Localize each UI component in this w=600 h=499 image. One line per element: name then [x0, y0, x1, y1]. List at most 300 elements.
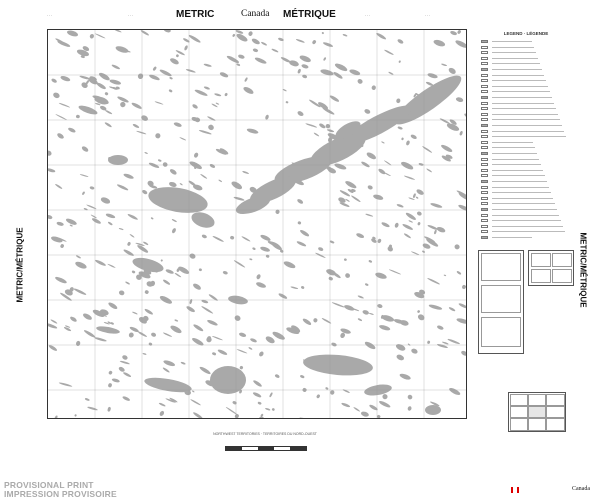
lake	[454, 39, 467, 49]
lake	[285, 101, 288, 104]
legend-text-line	[492, 181, 547, 182]
legend-symbol	[481, 79, 488, 82]
lake	[158, 402, 165, 407]
lake	[127, 213, 138, 221]
lake	[192, 411, 203, 419]
lake	[251, 37, 261, 45]
lake	[344, 258, 347, 261]
lake	[154, 132, 161, 139]
lake	[296, 198, 303, 205]
lake	[168, 181, 177, 188]
lake	[356, 232, 365, 239]
lake	[388, 71, 394, 75]
lake	[407, 343, 410, 346]
lake	[328, 276, 333, 281]
legend-text-line	[492, 108, 556, 109]
lake	[165, 269, 174, 275]
lake	[95, 33, 106, 39]
lake	[210, 366, 246, 394]
lake	[280, 56, 291, 63]
lake	[152, 66, 157, 71]
lake	[236, 349, 247, 354]
lake	[288, 59, 299, 67]
lake	[236, 63, 240, 67]
lake	[189, 253, 197, 260]
lake	[129, 234, 135, 238]
lake	[448, 67, 457, 76]
legend-symbol	[481, 152, 488, 155]
lake	[163, 332, 173, 338]
lake	[375, 271, 388, 280]
lake	[78, 104, 99, 116]
lake	[410, 134, 417, 140]
lake	[428, 304, 442, 311]
lake	[417, 310, 421, 314]
lake	[322, 106, 335, 115]
lake	[448, 306, 455, 312]
lake	[315, 252, 326, 258]
lake	[69, 224, 73, 227]
lake	[230, 235, 235, 239]
lake	[234, 314, 242, 322]
lake	[296, 240, 307, 247]
lake	[323, 41, 334, 47]
lake	[436, 325, 444, 331]
lake	[105, 213, 115, 219]
lake	[369, 312, 374, 315]
lake	[144, 308, 154, 316]
lake	[201, 305, 214, 314]
lake	[299, 54, 312, 63]
lake	[411, 251, 420, 256]
lake	[410, 348, 418, 355]
edition-left: · · ·	[128, 14, 134, 18]
lake	[332, 302, 345, 308]
legend-symbol	[481, 174, 488, 177]
lake	[405, 212, 417, 222]
lake	[466, 34, 467, 37]
legend-symbol	[481, 191, 488, 194]
lake	[265, 408, 271, 411]
lake	[169, 77, 173, 80]
lake	[169, 57, 180, 66]
lake	[271, 408, 275, 412]
lake	[278, 37, 284, 42]
lake	[341, 402, 351, 408]
lake	[456, 317, 467, 325]
lake	[131, 270, 135, 274]
lake	[188, 180, 197, 187]
lake	[119, 360, 130, 365]
lake	[318, 123, 326, 130]
lake	[464, 113, 467, 119]
lake	[80, 174, 89, 178]
legend-symbol	[481, 202, 488, 205]
lake	[233, 196, 245, 201]
lake	[367, 185, 373, 191]
lake	[283, 260, 296, 270]
lake	[271, 48, 279, 53]
legend-symbol	[481, 46, 488, 49]
lake	[458, 302, 467, 309]
lake	[297, 68, 301, 73]
legend-text-line	[492, 103, 554, 104]
legend-text-line	[492, 136, 566, 137]
lake	[69, 316, 77, 323]
lake	[55, 183, 63, 189]
metric-title-right: MÉTRIQUE	[283, 9, 336, 20]
canada-brand-mark: Canada	[572, 486, 590, 492]
lake	[255, 281, 266, 289]
lake	[345, 198, 350, 202]
lake	[94, 337, 107, 343]
lake	[230, 180, 243, 191]
sheet-number-left: · · ·	[47, 14, 53, 18]
lake	[137, 73, 144, 80]
lake	[397, 126, 403, 130]
lake	[59, 102, 71, 108]
lake	[189, 299, 193, 305]
lake	[401, 137, 404, 140]
lake	[141, 189, 148, 195]
lake	[357, 318, 362, 322]
lake	[87, 406, 98, 411]
lake	[76, 255, 82, 259]
legend-text-line	[492, 91, 550, 92]
legend-text-line	[492, 226, 563, 227]
lake	[329, 240, 334, 244]
lake	[160, 259, 163, 262]
legend-symbol	[481, 197, 488, 200]
legend-text-line	[492, 86, 548, 87]
lake	[214, 93, 222, 97]
legend-text-line	[492, 52, 536, 53]
lake	[412, 193, 416, 198]
lake	[459, 131, 463, 136]
lake	[162, 367, 170, 373]
metric-title-left: METRIC	[176, 9, 215, 20]
legend-symbol	[481, 113, 488, 116]
lake	[104, 122, 112, 128]
lake	[67, 127, 76, 134]
lake	[378, 168, 387, 176]
lake	[377, 414, 381, 418]
lake	[399, 373, 412, 381]
lake	[378, 400, 391, 409]
lake	[108, 383, 113, 388]
lake	[111, 64, 120, 70]
legend-symbol	[481, 158, 488, 161]
lake	[118, 290, 125, 296]
lake	[207, 116, 216, 122]
canada-flag-icon	[511, 487, 519, 493]
lake	[127, 241, 131, 246]
lake	[184, 45, 189, 51]
lake	[297, 221, 301, 225]
lake	[257, 401, 261, 405]
lake	[239, 365, 243, 369]
lake	[434, 229, 438, 234]
lake	[98, 71, 111, 81]
lake	[60, 244, 65, 249]
lake	[158, 159, 162, 162]
lake	[217, 349, 228, 356]
lake	[422, 242, 431, 249]
lake	[450, 30, 458, 36]
legend-text-line	[492, 209, 557, 210]
lake	[200, 173, 208, 179]
lake	[51, 78, 58, 84]
lake	[90, 214, 97, 219]
lake	[334, 162, 347, 171]
canada-wordmark: Canada	[241, 9, 270, 19]
lake	[148, 342, 152, 346]
lake	[396, 354, 405, 362]
lake	[403, 233, 411, 239]
scale-bar	[225, 446, 307, 451]
lake	[100, 196, 111, 205]
lake	[148, 74, 160, 82]
legend-symbol	[481, 68, 488, 71]
lake	[373, 194, 384, 201]
lake	[140, 114, 149, 122]
legend-text-line	[492, 147, 535, 148]
lake	[397, 38, 404, 44]
lake	[148, 162, 160, 169]
lake	[192, 103, 199, 109]
legend-text-line	[492, 114, 558, 115]
lake	[107, 221, 112, 226]
lake	[48, 344, 58, 352]
lake	[206, 336, 213, 343]
lake	[254, 56, 267, 64]
lake	[417, 222, 421, 226]
lake	[48, 168, 56, 174]
legend-symbol	[481, 40, 488, 43]
lake	[297, 110, 305, 117]
lake	[407, 406, 412, 412]
lake	[447, 338, 460, 345]
legend-text-line	[492, 97, 552, 98]
lake	[351, 195, 362, 203]
index-diagram-right	[528, 250, 574, 286]
lake	[136, 130, 146, 135]
lake	[159, 410, 165, 417]
lake	[260, 246, 271, 253]
legend-text-line	[492, 175, 545, 176]
lake	[441, 63, 447, 66]
lake	[342, 34, 347, 37]
lake	[460, 350, 467, 357]
lake	[448, 387, 461, 397]
lake	[193, 152, 199, 158]
legend-symbol	[481, 90, 488, 93]
lake	[203, 86, 210, 90]
legend-text-line	[492, 142, 533, 143]
legend-symbol	[481, 214, 488, 217]
legend-symbol	[481, 186, 488, 189]
lake	[290, 286, 298, 290]
lake	[439, 118, 450, 125]
legend-text-line	[492, 131, 564, 132]
lake	[82, 312, 93, 321]
lake	[301, 285, 305, 289]
lake	[226, 55, 240, 65]
lake	[81, 145, 89, 152]
lake	[172, 219, 178, 223]
lake	[270, 240, 283, 251]
lake	[384, 49, 394, 55]
lake	[162, 279, 170, 286]
lake	[366, 151, 377, 160]
lake	[418, 163, 423, 167]
lake	[394, 222, 399, 228]
lake	[313, 132, 319, 137]
lake	[173, 122, 182, 128]
lake	[108, 155, 128, 165]
legend-text-line	[492, 75, 544, 76]
lake	[57, 40, 71, 48]
lake	[122, 354, 129, 360]
lake	[334, 62, 348, 73]
lake	[252, 379, 262, 387]
lake	[186, 305, 196, 313]
legend-symbol	[481, 96, 488, 99]
lake	[108, 370, 113, 375]
lake	[323, 57, 327, 61]
topographic-map	[48, 30, 467, 419]
legend-text-line	[492, 164, 541, 165]
lake	[300, 374, 305, 378]
legend-symbol	[481, 130, 488, 133]
legend-symbol	[481, 102, 488, 105]
lake	[316, 394, 321, 399]
lake	[225, 406, 237, 415]
lake	[252, 48, 258, 53]
lake	[368, 260, 372, 264]
lake	[66, 30, 78, 38]
lake	[212, 335, 223, 340]
lake	[129, 326, 139, 333]
lake	[365, 283, 369, 286]
lake	[119, 228, 124, 231]
lake	[206, 319, 218, 327]
lake	[79, 75, 90, 80]
lake	[199, 366, 212, 376]
lake	[191, 337, 204, 347]
lake	[207, 124, 215, 132]
lake	[54, 415, 58, 419]
lake	[95, 259, 107, 267]
lake	[248, 347, 253, 351]
lake	[48, 214, 53, 220]
lake	[384, 172, 392, 177]
lake	[91, 217, 101, 225]
lake	[396, 203, 404, 208]
lake	[74, 414, 77, 417]
lake	[433, 39, 446, 48]
lake	[163, 30, 171, 33]
lake	[333, 71, 344, 80]
lake	[209, 163, 216, 169]
legend-symbol	[481, 118, 488, 121]
lake	[256, 274, 262, 280]
lake	[415, 196, 418, 199]
legend-text-line	[492, 153, 537, 154]
lake	[422, 146, 433, 154]
lake	[219, 71, 229, 78]
lake	[416, 211, 422, 216]
lake	[330, 390, 335, 395]
lake	[440, 144, 453, 154]
lake	[132, 311, 138, 315]
sheet-number-right: · · ·	[425, 14, 431, 18]
legend-symbol	[481, 57, 488, 60]
lake	[140, 30, 149, 36]
legend-text-line	[492, 220, 561, 221]
lake	[242, 170, 249, 174]
legend-symbol	[481, 141, 488, 144]
lake	[296, 38, 305, 43]
lake	[169, 168, 178, 176]
lake	[302, 352, 373, 378]
lake	[313, 318, 318, 323]
lake	[462, 284, 467, 289]
edition-right: · · ·	[365, 14, 371, 18]
lake	[128, 332, 135, 339]
lake	[258, 351, 264, 358]
lake	[250, 338, 258, 344]
lake	[212, 235, 224, 242]
lake	[171, 228, 177, 234]
lake	[144, 290, 149, 295]
lake	[89, 186, 94, 190]
lake	[52, 92, 60, 100]
legend-symbol	[481, 85, 488, 88]
side-label-right: METRIC/MÉTRIQUE	[578, 232, 588, 308]
lake	[427, 224, 438, 230]
lake	[132, 123, 139, 128]
lake	[242, 86, 254, 96]
lake	[360, 411, 369, 418]
lake	[357, 78, 364, 85]
lake	[400, 160, 414, 171]
legend-panel	[478, 30, 574, 460]
lake	[60, 75, 71, 82]
legend-symbol	[481, 230, 488, 233]
lake	[131, 102, 143, 110]
lake	[381, 141, 385, 144]
lake	[59, 382, 73, 388]
lake	[96, 82, 107, 91]
lake	[364, 340, 377, 350]
legend-symbol	[481, 219, 488, 222]
lake	[137, 331, 147, 338]
lake	[302, 74, 308, 79]
lake	[180, 361, 185, 365]
legend-symbol	[481, 236, 488, 239]
lake	[357, 295, 364, 299]
lake	[199, 129, 212, 135]
lake	[105, 110, 113, 115]
lake	[395, 343, 406, 352]
lake	[398, 60, 401, 63]
lake	[56, 132, 64, 140]
lake	[150, 332, 156, 338]
lake	[238, 332, 246, 338]
legend-text-line	[492, 203, 555, 204]
lake	[407, 394, 413, 400]
